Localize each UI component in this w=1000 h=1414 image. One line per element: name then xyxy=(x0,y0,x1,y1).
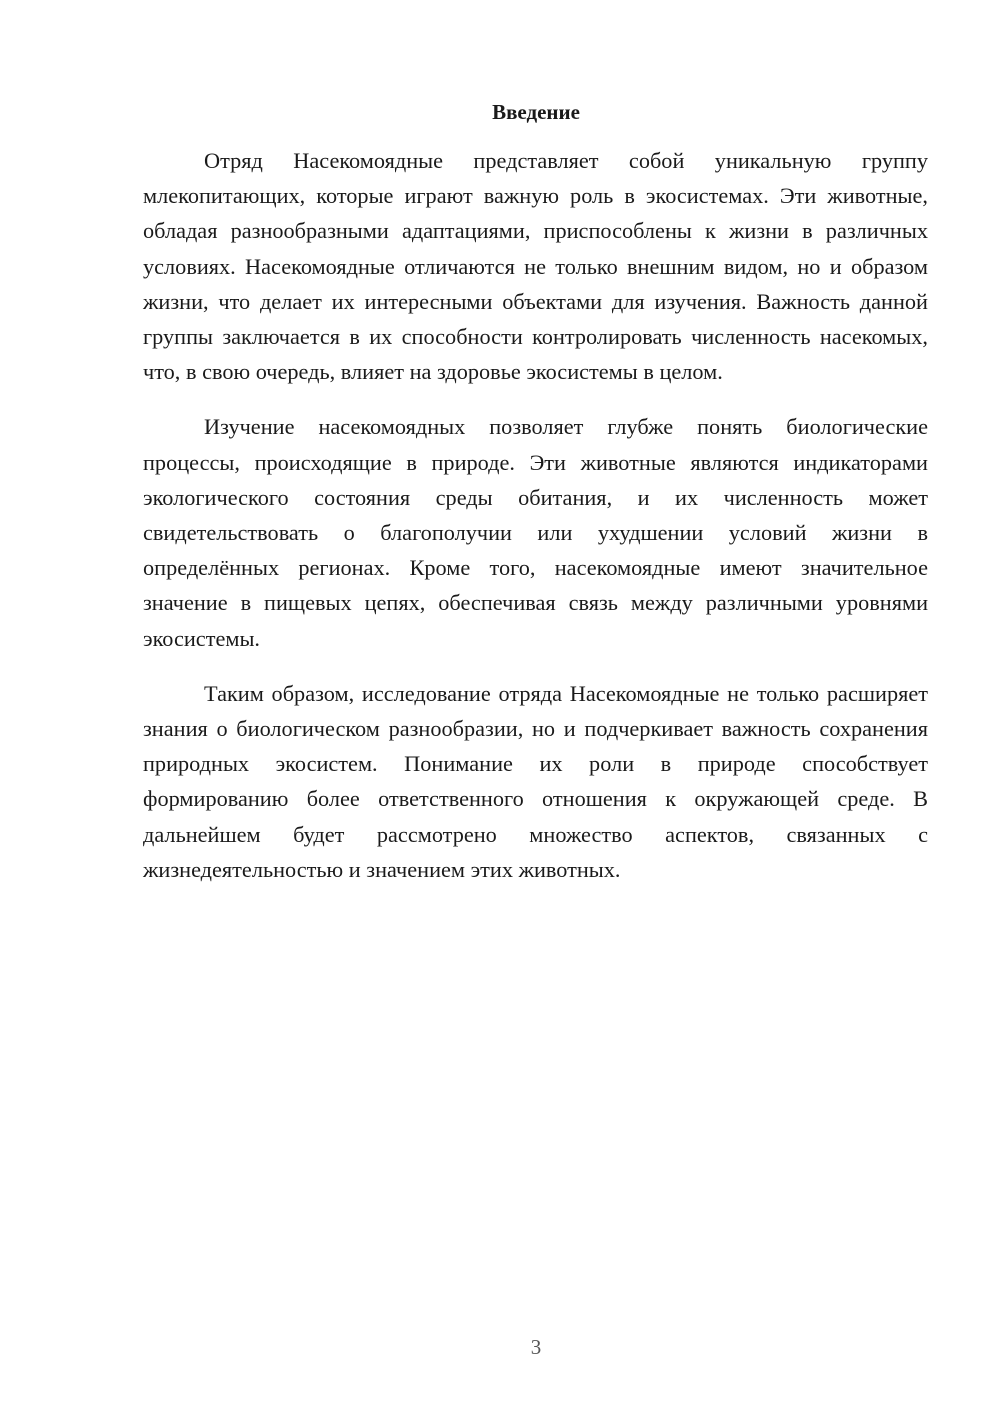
paragraph: Отряд Насекомоядные представляет собой уникальную группу млекопитающих, которые играют важную роль в экосистемах. Эти животные, обладая разнообразными адаптациями, приспособлены к жизни в различных условиях. Насекомоядные отличаются не только внешним видом, но и образом жизни, что делает их интересными объектами для изучения. Важность данной группы заключается в их способности контролировать численность насекомых, что, в свою очередь, влияет на здоровье экосистемы в целом. xyxy=(143,148,928,385)
page-number: 3 xyxy=(530,1335,542,1359)
section-title: Введение xyxy=(492,100,580,124)
paragraph: Таким образом, исследование отряда Насекомоядные не только расширяет знания о биологическом разнообразии, но и подчеркивает важность сохранения природных экосистем. Понимание их роли в природе способствует формированию более ответственного отношения к окружающей среде. В дальнейшем будет рассмотрено множество аспектов, связанных с жизнедеятельностью и значением этих животных. xyxy=(143,680,928,882)
body-text xyxy=(143,143,928,907)
paragraph: Изучение насекомоядных позволяет глубже понять биологические процессы, происходящие в природе. Эти животные являются индикаторами экологического состояния среды обитания, и их численность может свидетельствовать о благополучии или ухудшении условий жизни в определённых регионах. Кроме того, насекомоядные имеют значительное значение в пищевых цепях, обеспечивая связь между различными уровнями экосистемы. xyxy=(143,414,928,651)
